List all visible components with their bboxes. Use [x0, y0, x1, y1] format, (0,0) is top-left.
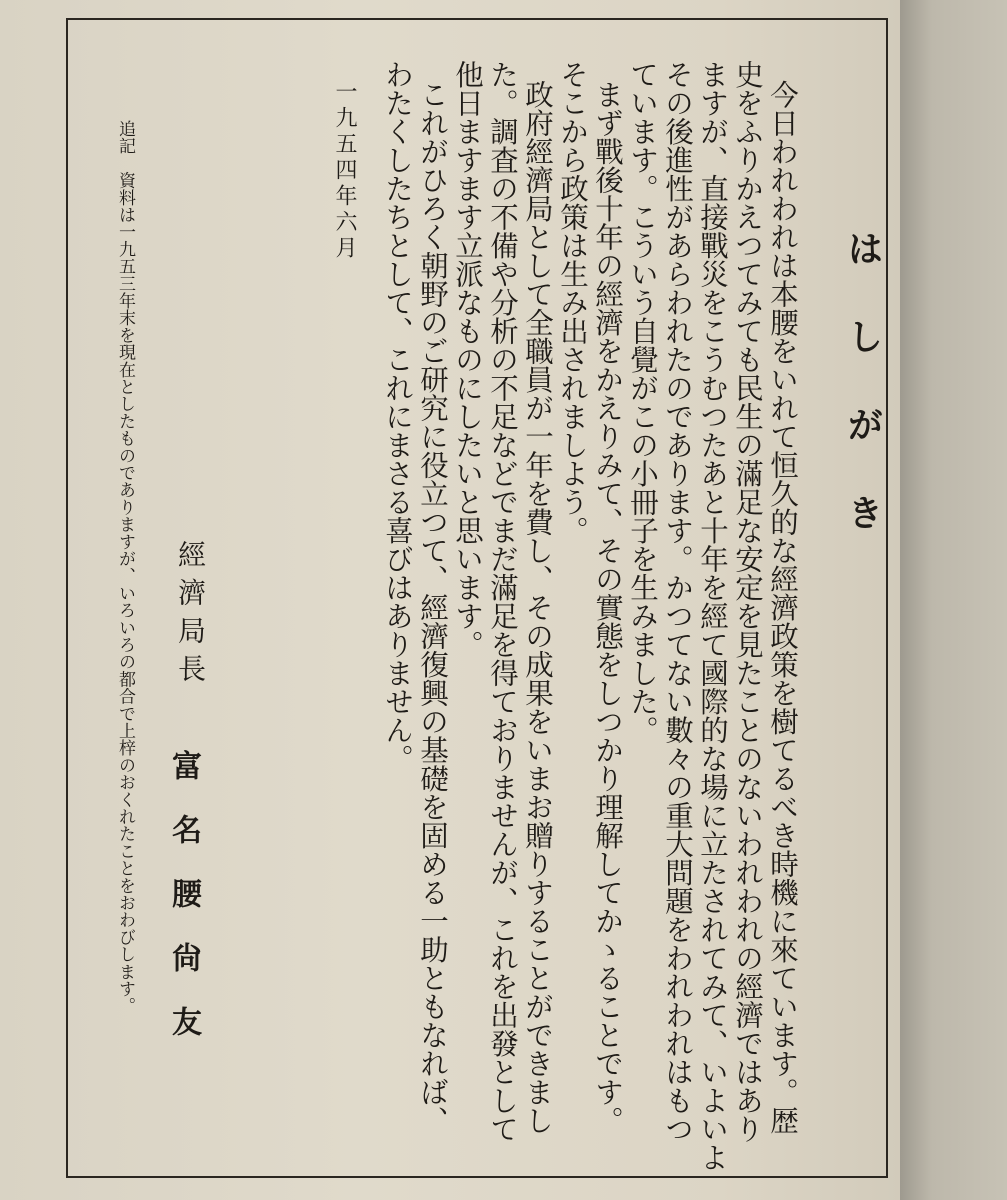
paragraph-line: ますが、直接戰災をこうむつたあと十年を經て國際的な場に立たされてみて、いよいよ — [696, 60, 729, 1172]
paragraph-line: 史をふりかえつてみても民生の滿足な安定を見たことのないわれわれの經濟ではあり — [731, 60, 764, 1143]
paragraph-line: 今日われわれは本腰をいれて恒久的な經濟政策を樹てるべき時機に來ています。歴 — [766, 80, 799, 1135]
page-title: はしがき — [842, 230, 883, 582]
postscript-note: 追記 資料は一九五三年末を現在としたものでありますが、いろいろの都合で上梓のおくれたことをおわびします。 — [115, 120, 135, 1015]
paragraph-line: わたくしたちとして、これにまさる喜びはありません。 — [381, 60, 414, 773]
paragraph-line: その後進性があらわれたのであります。かつてない數々の重大問題をわれわれはもつ — [661, 60, 694, 1143]
adjacent-page-edge — [900, 0, 1007, 1200]
date-line: 一九五四年六月 — [332, 80, 357, 262]
paragraph-line: 他日ますます立派なものにしたいと思います。 — [451, 60, 484, 659]
paragraph-line: これがひろく朝野のご研究に役立つて、經濟復興の基礎を固める一助ともなれば、 — [416, 80, 449, 1135]
signature-name: 富名腰尙友 — [166, 750, 201, 1070]
paragraph-line: た。調査の不備や分析の不足などでまだ滿足を得ておりませんが、これを出發として — [486, 60, 519, 1143]
paragraph-line: 政府經濟局として全職員が一年を費し、その成果をいまお贈りすることができまし — [521, 80, 554, 1135]
paragraph-line: ています。こういう自覺がこの小冊子を生みました。 — [626, 60, 659, 744]
paragraph-line: まず戰後十年の經濟をかえりみて、その實態をしつかり理解してかゝることです。 — [591, 80, 624, 1135]
paragraph-line: そこから政策は生み出されましよう。 — [556, 60, 589, 545]
signature-title: 經濟局長 — [174, 540, 207, 692]
